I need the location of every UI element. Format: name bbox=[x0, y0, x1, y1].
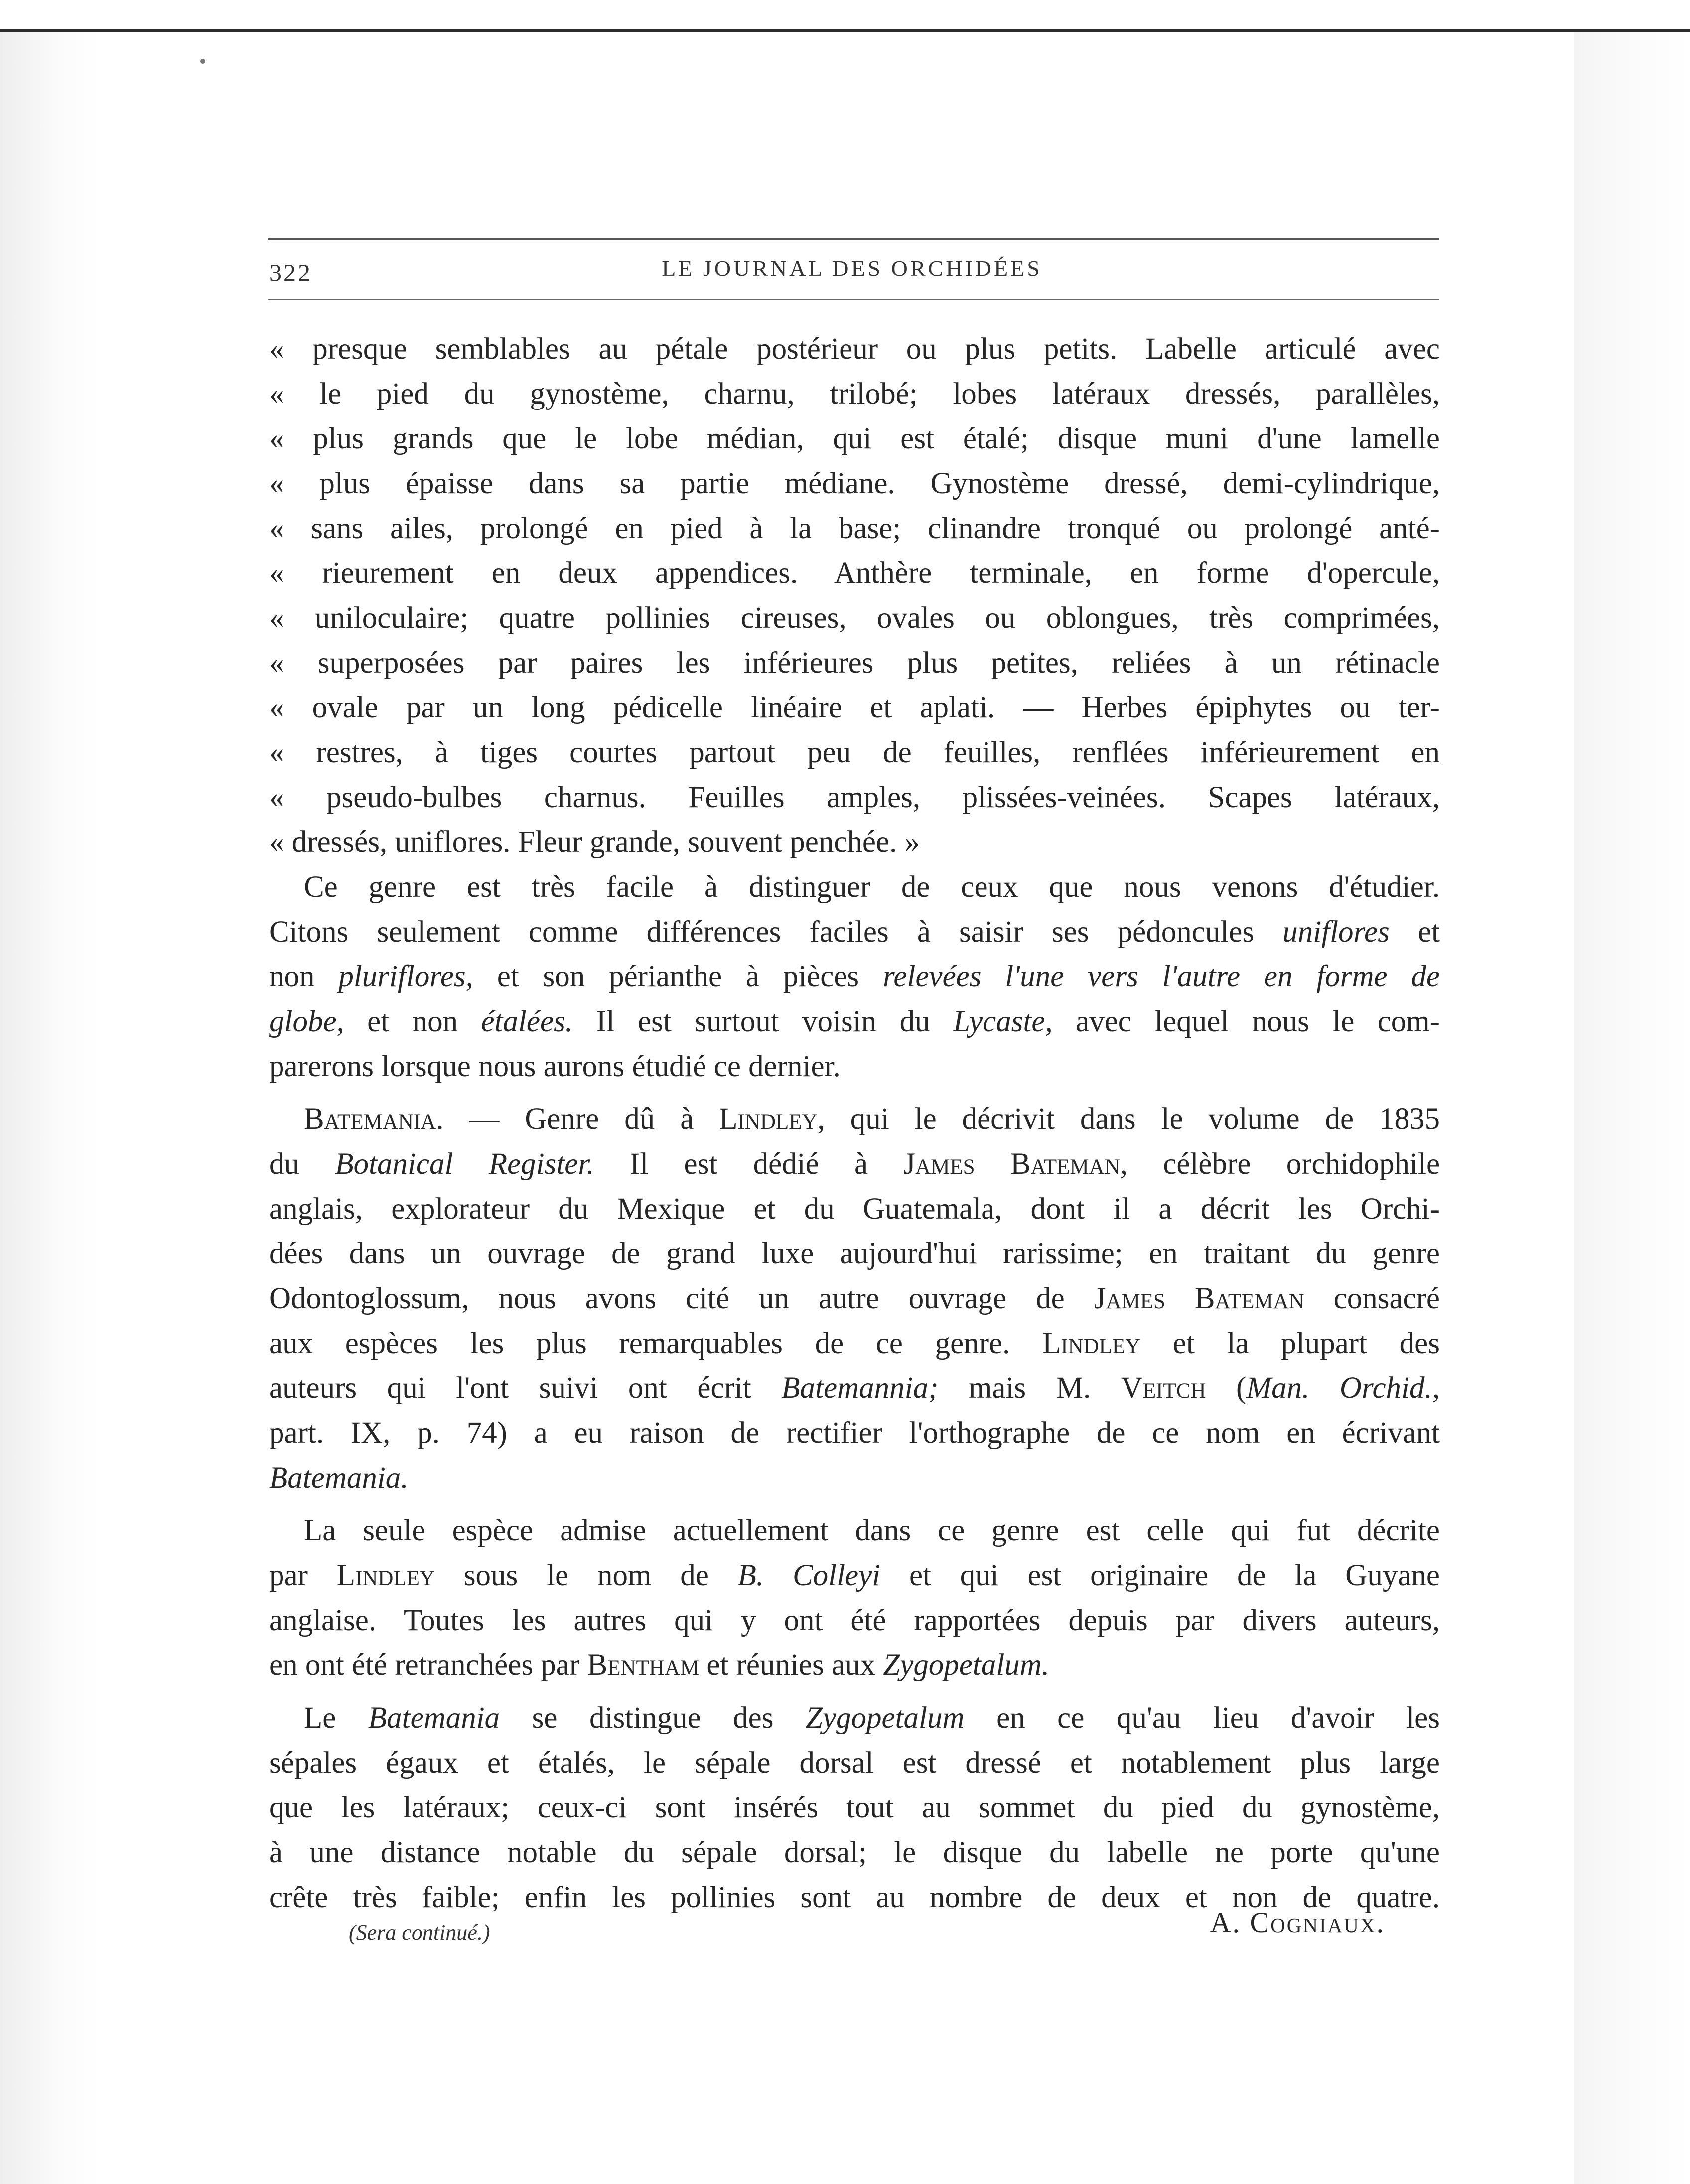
text-line: auteurs qui l'ont suivi ont écrit Batemannia; mais M. Veitch (Man. Orchid., bbox=[269, 1371, 1440, 1405]
paragraph-batemania-genus bbox=[269, 1097, 1440, 1501]
text-line: que les latéraux; ceux-ci sont insérés tout au sommet du pied du gynostème, bbox=[269, 1791, 1440, 1824]
running-title: LE JOURNAL DES ORCHIDÉES bbox=[662, 256, 1042, 281]
text-line: Odontoglossum, nous avons cité un autre ouvrage de James Bateman consacré bbox=[269, 1282, 1440, 1315]
text-line: « ovale par un long pédicelle linéaire et aplati. — Herbes épiphytes ou ter- bbox=[269, 691, 1440, 724]
text-line: crête très faible; enfin les pollinies sont au nombre de deux et non de quatre. bbox=[269, 1881, 1440, 1914]
text-line: Citons seulement comme différences faciles à saisir ses pédoncules uniflores et bbox=[269, 915, 1440, 949]
text-line: part. IX, p. 74) a eu raison de rectifier l'orthographe de ce nom en écrivant bbox=[269, 1416, 1440, 1450]
text-line: « superposées par paires les inférieures plus petites, reliées à un rétinacle bbox=[269, 646, 1440, 680]
paragraph-genre-comparison bbox=[269, 865, 1440, 1089]
paragraph-description-quote bbox=[269, 327, 1440, 865]
text-line: anglaise. Toutes les autres qui y ont été rapportées depuis par divers auteurs, bbox=[269, 1604, 1440, 1637]
paragraph-distinction bbox=[269, 1696, 1440, 1920]
author-signature: A. Cogniaux. bbox=[1210, 1907, 1385, 1939]
text-line: « uniloculaire; quatre pollinies cireuses, ovales ou oblongues, très comprimées, bbox=[269, 601, 1440, 635]
text-line: non pluriflores, et son périanthe à pièces relevées l'une vers l'autre en forme de bbox=[269, 960, 1440, 993]
text-line: « presque semblables au pétale postérieur ou plus petits. Labelle articulé avec bbox=[269, 332, 1440, 366]
text-line: globe, et non étalées. Il est surtout voisin du Lycaste, avec lequel nous le com- bbox=[269, 1005, 1440, 1038]
text-line: en ont été retranchées par Bentham et réunies aux Zygopetalum. bbox=[269, 1648, 1050, 1682]
text-line: « plus grands que le lobe médian, qui est étalé; disque muni d'une lamelle bbox=[269, 422, 1440, 455]
text-line: par Lindley sous le nom de B. Colleyi et qui est originaire de la Guyane bbox=[269, 1559, 1440, 1592]
text-line: « sans ailes, prolongé en pied à la base; clinandre tronqué ou prolongé anté- bbox=[269, 512, 1440, 545]
text-line: « dressés, uniflores. Fleur grande, souvent penchée. » bbox=[269, 825, 920, 859]
scan-right-margin bbox=[1574, 32, 1690, 2184]
text-line: Le Batemania se distingue des Zygopetalum en ce qu'au lieu d'avoir les bbox=[304, 1701, 1440, 1735]
scan-top-edge bbox=[0, 29, 1690, 32]
text-line: « rieurement en deux appendices. Anthère terminale, en forme d'opercule, bbox=[269, 556, 1440, 590]
text-line: aux espèces les plus remarquables de ce genre. Lindley et la plupart des bbox=[269, 1327, 1440, 1360]
dust-speck bbox=[200, 59, 205, 64]
page-number: 322 bbox=[269, 259, 312, 286]
text-line: « le pied du gynostème, charnu, trilobé; lobes latéraux dressés, parallèles, bbox=[269, 377, 1440, 410]
text-line: anglais, explorateur du Mexique et du Guatemala, dont il a décrit les Orchi- bbox=[269, 1192, 1440, 1226]
text-line: Ce genre est très facile à distinguer de ceux que nous venons d'étudier. bbox=[304, 870, 1440, 904]
text-line: « plus épaisse dans sa partie médiane. Gynostème dressé, demi-cylindrique, bbox=[269, 467, 1440, 500]
text-line: La seule espèce admise actuellement dans ce genre est celle qui fut décrite bbox=[304, 1514, 1440, 1547]
text-line: du Botanical Register. Il est dédié à James Bateman, célèbre orchidophile bbox=[269, 1147, 1440, 1181]
text-line: Batemania. bbox=[269, 1461, 409, 1495]
text-line: Batemania. — Genre dû à Lindley, qui le décrivit dans le volume de 1835 bbox=[304, 1102, 1440, 1136]
scan-shadow bbox=[0, 32, 100, 2184]
text-line: parerons lorsque nous aurons étudié ce dernier. bbox=[269, 1050, 841, 1083]
text-line: à une distance notable du sépale dorsal; le disque du labelle ne porte qu'une bbox=[269, 1836, 1440, 1869]
text-line: « pseudo-bulbes charnus. Feuilles amples, plissées-veinées. Scapes latéraux, bbox=[269, 781, 1440, 814]
article-footer bbox=[269, 1902, 1440, 1947]
header-rule-top bbox=[268, 238, 1439, 240]
article-body bbox=[269, 327, 1440, 1920]
text-line: « restres, à tiges courtes partout peu de feuilles, renflées inférieurement en bbox=[269, 736, 1440, 769]
paragraph-single-species bbox=[269, 1508, 1440, 1688]
continued-note: (Sera continué.) bbox=[349, 1920, 490, 1945]
text-line: dées dans un ouvrage de grand luxe aujourd'hui rarissime; en traitant du genre bbox=[269, 1237, 1440, 1270]
header-rule-bottom bbox=[268, 299, 1439, 300]
text-line: sépales égaux et étalés, le sépale dorsal est dressé et notablement plus large bbox=[269, 1746, 1440, 1779]
